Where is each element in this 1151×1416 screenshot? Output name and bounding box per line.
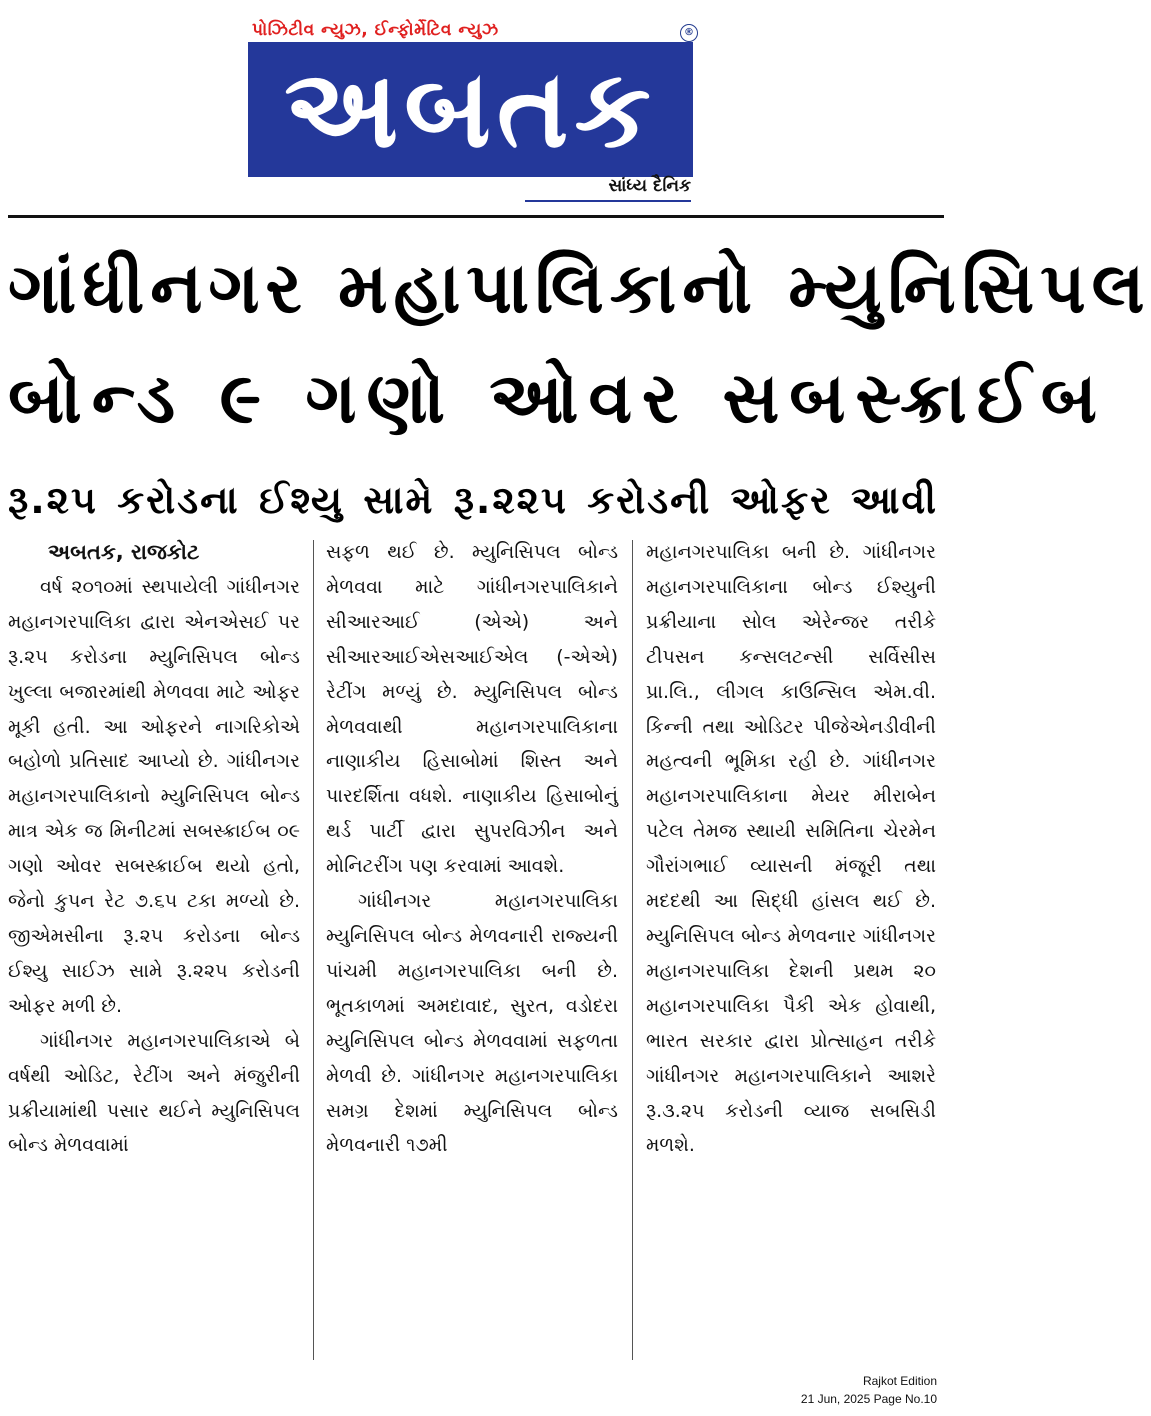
headline-line-2: બોન્ડ ૯ ગણો ઓવર સબસ્ક્રાઈબ [8,357,1107,439]
headline-line-1: ગાંધીનગર મહાપાલિકાનો મ્યુનિસિપલ [8,247,1151,329]
masthead-divider [8,215,944,218]
article-column-2 [326,535,618,1365]
edition-info [801,1372,937,1408]
paragraph: વર્ષ ૨૦૧૦માં સ્થપાયેલી ગાંધીનગર મહાનગરપાલિકા દ્વારા એનએસઈ પર રૂ.૨૫ કરોડના મ્યુનિસિપલ બોન્ડ ખુલ્લા બજારમાંથી મેળવવા માટે ઓફર મૂકી હતી. આ ઓફરને નાગરિકોએ બહોળો પ્રતિસાદ આપ્યો છે. ગાંધીનગર મહાનગરપાલિકાનો મ્યુનિસિપલ બોન્ડ માત્ર એક જ મિનીટમાં સબસ્ક્રાઈબ ૦૯ ગણો ઓવર સબસ્ક્રાઈબ થયો હતો, જેનો કુપન રેટ ૭.૬૫ ટકા મળ્યો છે. જીએમસીના રૂ.૨૫ કરોડના બોન્ડ ઈશ્યુ સાઈઝ સામે રૂ.૨૨૫ કરોડની ઓફર મળી છે. [8,575,300,1017]
newspaper-logo: અબતક [248,42,693,177]
paragraph: ગાંધીનગર મહાનગરપાલિકા મ્યુનિસિપલ બોન્ડ મેળવનારી રાજ્યની પાંચમી મહાનગરપાલિકા બની છે. ભૂતકાળમાં અમદાવાદ, સુરત, વડોદરા મ્યુનિસિપલ બોન્ડ મેળવવામાં સફળતા મેળવી છે. ગાંધીનગર મહાનગરપાલિકા સમગ્ર દેશમાં મ્યુનિસિપલ બોન્ડ મેળવનારી ૧૭મી [326,890,618,1157]
paragraph: મહાનગરપાલિકા બની છે. ગાંધીનગર મહાનગરપાલિકાના બોન્ડ ઈશ્યુની પ્રક્રીયાના સોલ એરેન્જર તરીકે ટીપસન કન્સલટન્સી સર્વિસીસ પ્રા.લિ., લીગલ કાઉન્સિલ એમ.વી. કિન્ની તથા ઓડિટર પીજેએનડીવીની મહત્વની ભૂમિકા રહી છે. ગાંધીનગર મહાનગરપાલિકાના મેયર મીરાબેન પટેલ તેમજ સ્થાયી સમિતિના ચેરમેન ગૌરાંગભાઈ વ્યાસની મંજૂરી તથા મદદથી આ સિદ્ધી હાંસલ થઈ છે. મ્યુનિસિપલ બોન્ડ મેળવનાર ગાંધીનગર મહાનગરપાલિકા દેશની પ્રથમ ૨૦ મહાનગરપાલિકા પૈકી એક હોવાથી, ભારત સરકાર દ્વારા પ્રોત્સાહન તરીકે ગાંધીનગર મહાનગરપાલિકાને આશરે રૂ.૩.૨૫ કરોડની વ્યાજ સબસિડી મળશે. [646,541,936,1157]
article-column-1 [8,535,300,1365]
masthead-subtitle: સાંધ્ય દૈનિક [525,176,691,202]
column-divider [313,540,314,1360]
registered-mark-icon: ® [680,24,698,42]
paragraph: ગાંધીનગર મહાનગરપાલિકાએ બે વર્ષથી ઓડિટ, રેટીંગ અને મંજુરીની પ્રક્રીયામાંથી પસાર થઈને મ્યુનિસિપલ બોન્ડ મેળવવામાં [8,1029,300,1157]
masthead [0,0,945,215]
column-divider [632,540,633,1360]
article-column-3 [646,535,936,1365]
dateline: અબતક, રાજકોટ [48,540,200,564]
masthead-tagline: પોઝિટીવ ન્યુઝ, ઈન્ફોર્મેટિવ ન્યુઝ [252,20,499,40]
subheading: રૂ.૨૫ કરોડના ઈશ્યુ સામે રૂ.૨૨૫ કરોડની ઓફર આવી [8,478,938,522]
edition-name: Rajkot Edition [862,1374,937,1388]
paragraph: સફળ થઈ છે. મ્યુનિસિપલ બોન્ડ મેળવવા માટે ગાંધીનગરપાલિકાને સીઆરઆઈ (એએ) અને સીઆરઆઈએસઆઈએલ (-એએ) રેટીંગ મળ્યું છે. મ્યુનિસિપલ બોન્ડ મેળવવાથી મહાનગરપાલિકાના નાણાકીય હિસાબોમાં શિસ્ત અને પારદર્શિતા વધશે. નાણાકીય હિસાબોનું થર્ડ પાર્ટી દ્વારા સુપરવિઝીન અને મોનિટરીંગ પણ કરવામાં આવશે. [326,541,618,878]
edition-date-page: 21 Jun, 2025 Page No.10 [800,1392,937,1406]
